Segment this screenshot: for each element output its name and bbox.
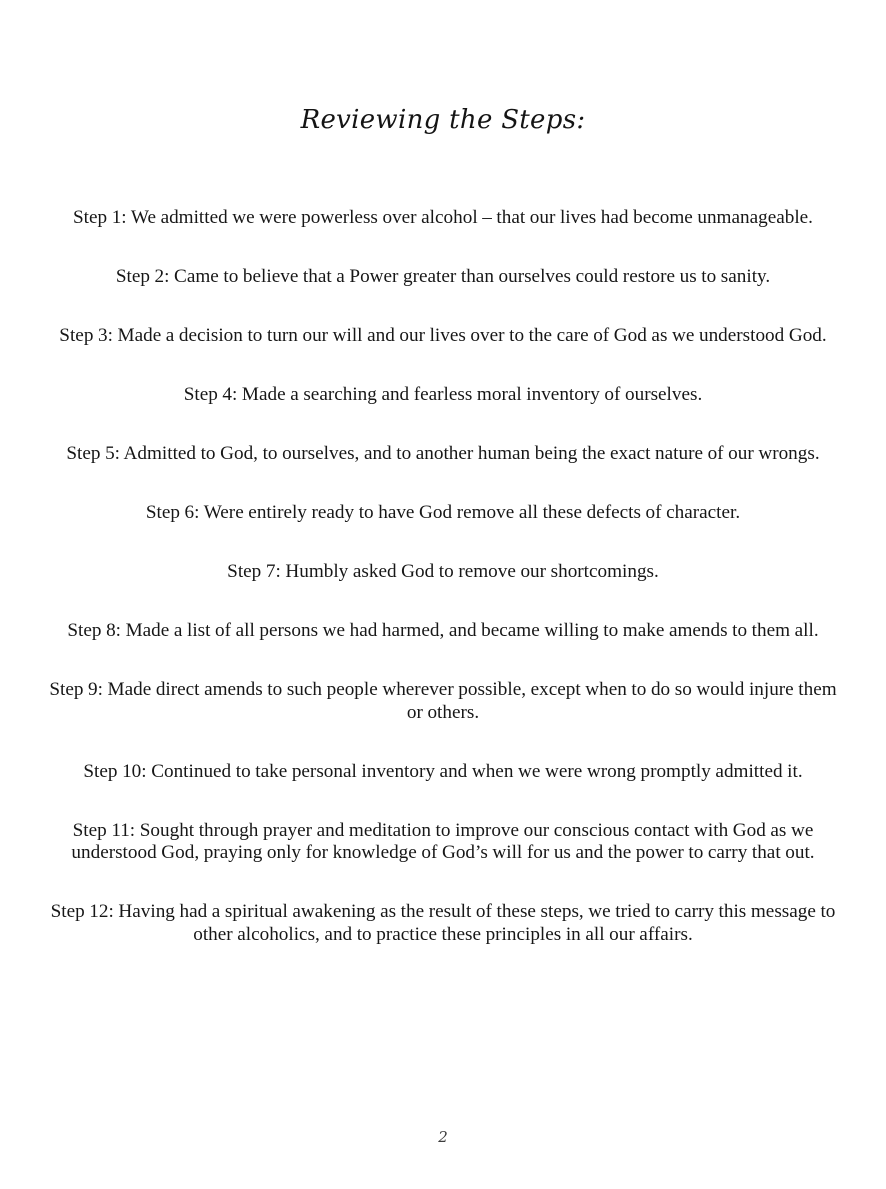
page-title: Reviewing the Steps: [300,105,586,135]
step-item-1: Step 1: We admitted we were powerless over alcohol – that our lives had become unmanageable. [73,207,813,228]
step-item-12: Step 12: Having had a spiritual awakening as the result of these steps, we tried to carry this message to other alcoholics, and to practice these principles in all our affairs. [50,901,836,945]
step-item-3: Step 3: Made a decision to turn our will and our lives over to the care of God as we understood God. [59,325,827,346]
step-item-10: Step 10: Continued to take personal inventory and when we were wrong promptly admitted it. [83,760,803,782]
step-item-6: Step 6: Were entirely ready to have God remove all these defects of character. [145,502,741,523]
step-item-11: Step 11: Sought through prayer and meditation to improve our conscious contact with God as we understood God, praying only for knowledge of God’s will for us and the power to carry that out. [71,819,815,863]
step-item-4: Step 4: Made a searching and fearless moral inventory of ourselves. [183,384,703,405]
page-number: 2 [438,1128,448,1146]
step-item-9: Step 9: Made direct amends to such people wherever possible, except when to do so would injure them or others. [49,679,837,723]
step-item-2: Step 2: Came to believe that a Power greater than ourselves could restore us to sanity. [115,266,771,287]
steps-list [40,135,846,946]
step-item-5: Step 5: Admitted to God, to ourselves, and to another human being the exact nature of our wrongs. [66,443,820,464]
page-content [40,0,846,946]
step-item-8: Step 8: Made a list of all persons we had harmed, and became willing to make amends to them all. [67,620,819,641]
step-item-7: Step 7: Humbly asked God to remove our shortcomings. [227,561,659,582]
